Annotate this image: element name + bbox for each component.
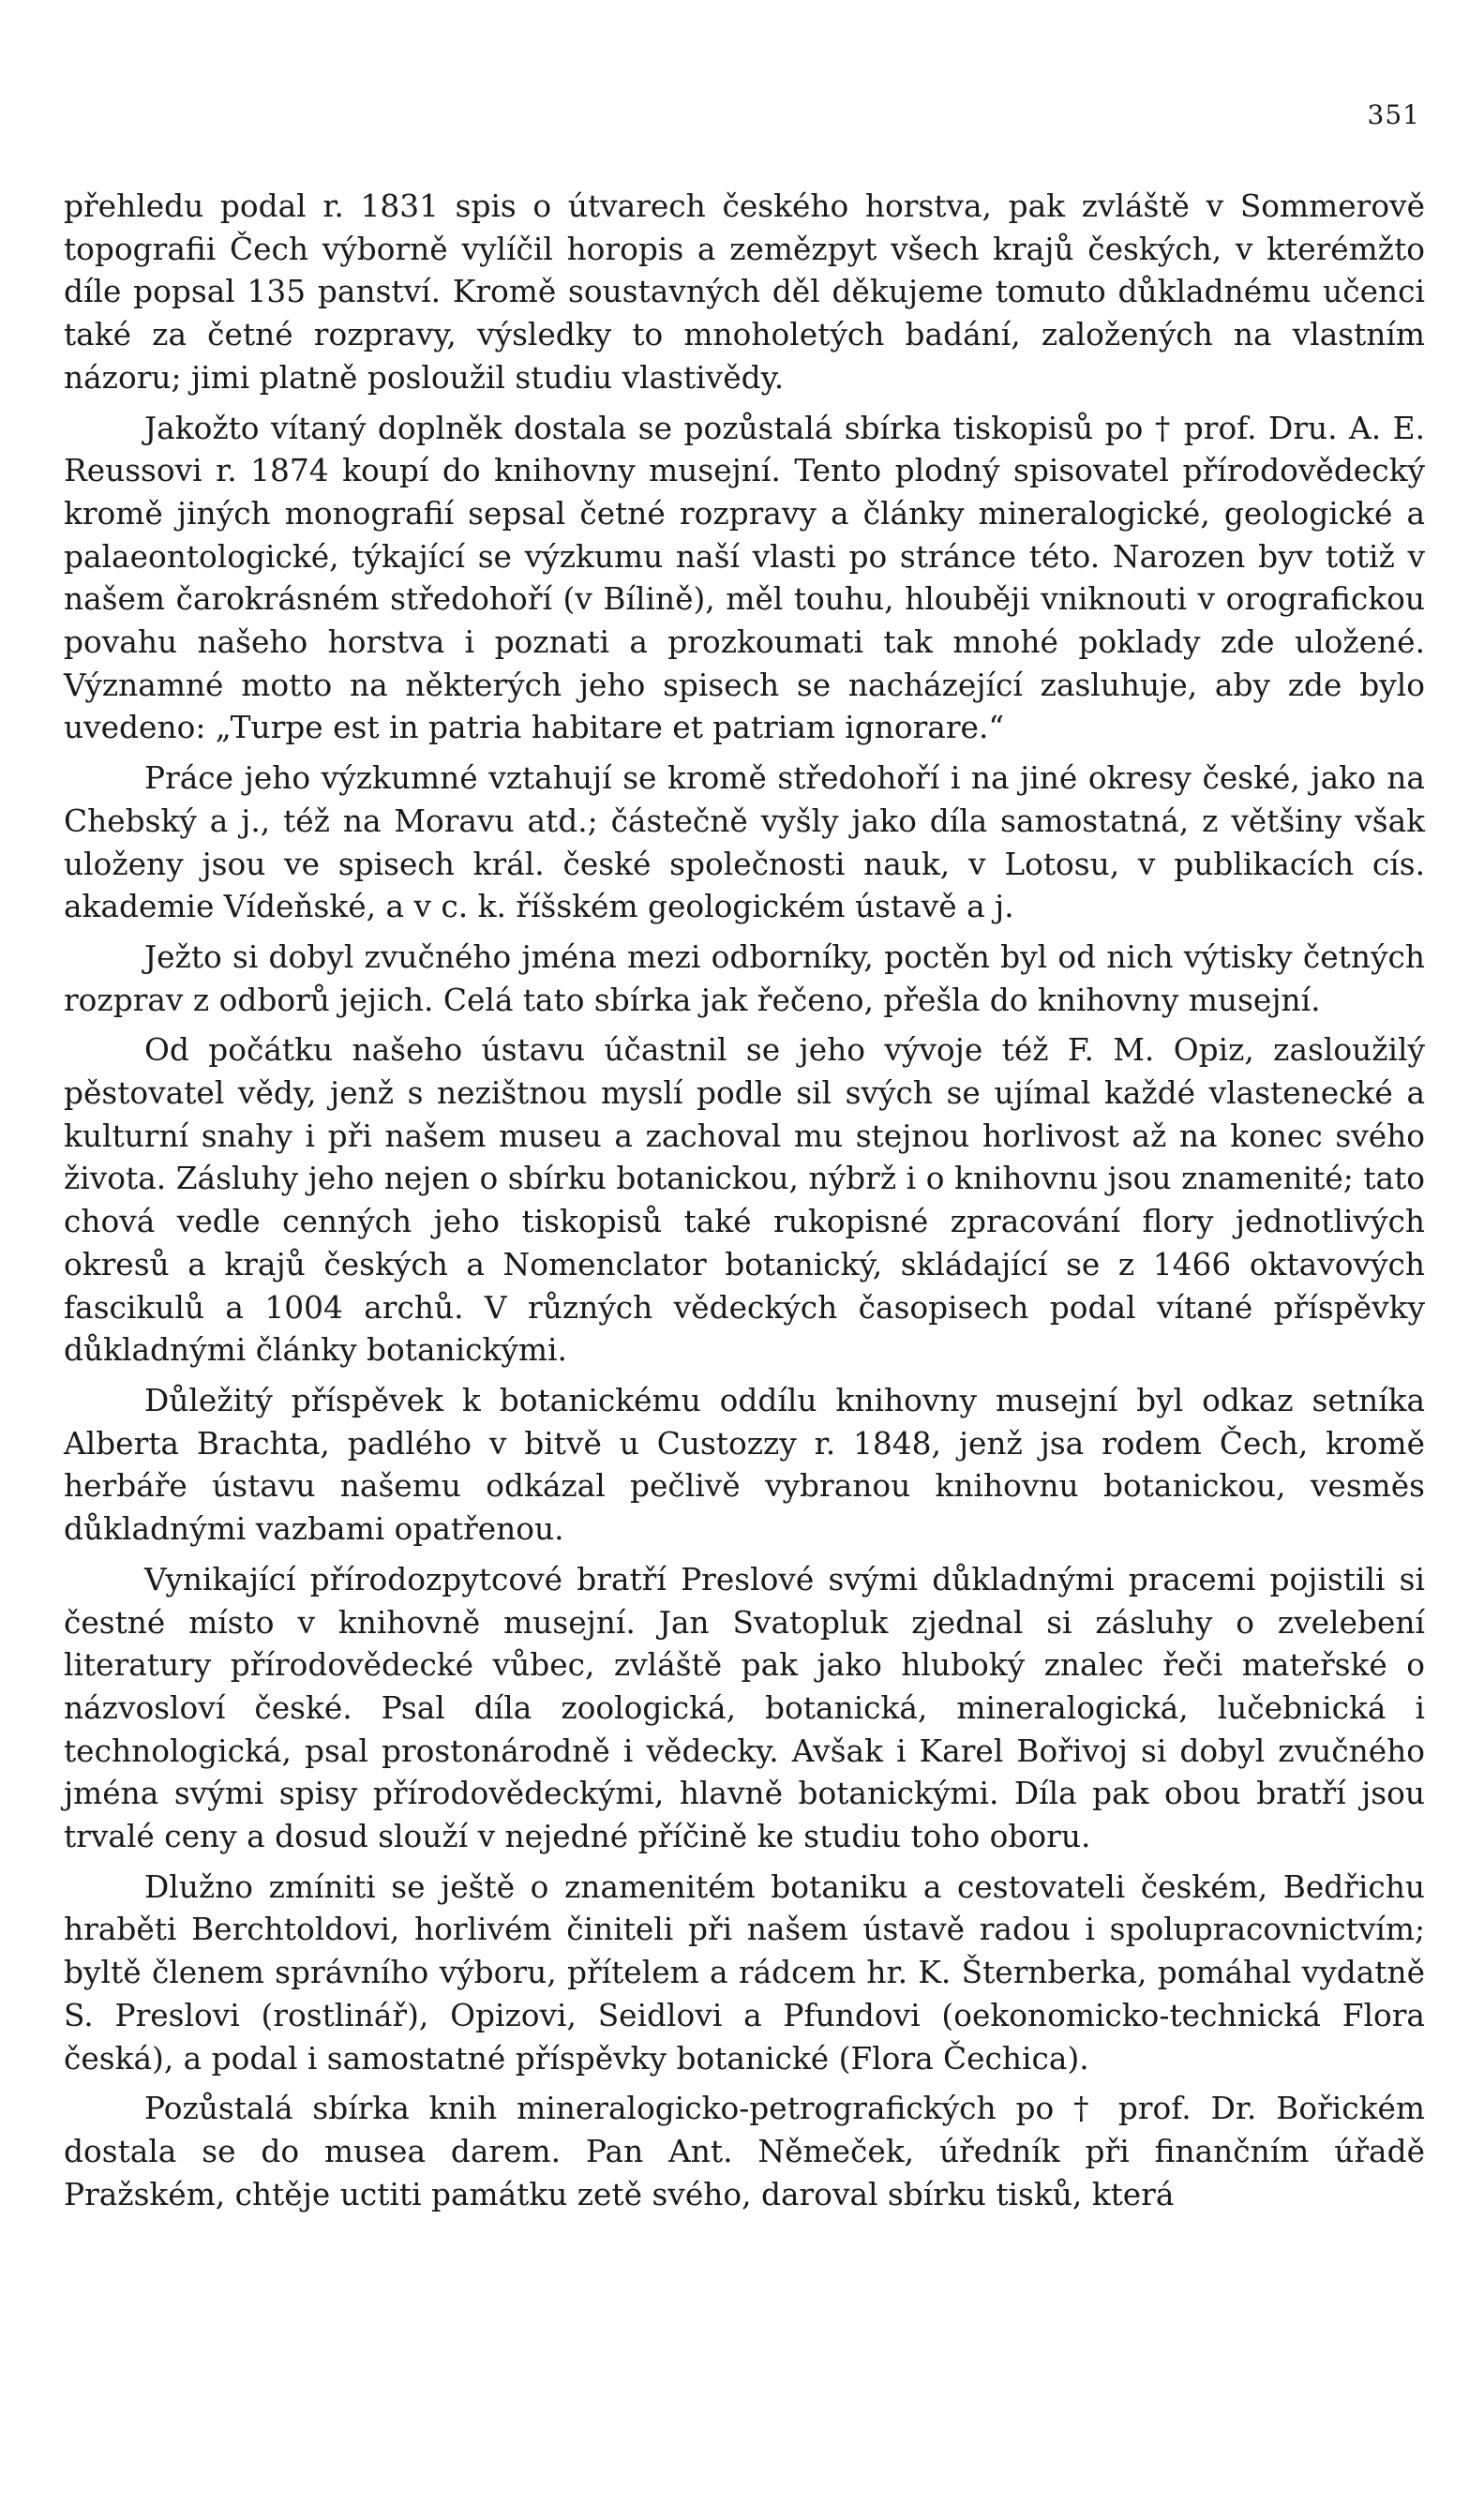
paragraph: Vynikající přírodozpytcové bratří Preslové svými důkladnými pracemi pojistili si čestné místo v knihovně musejní. Jan Svatopluk zjednal si zásluhy o zvelebení literatury přírodovědecké vůbec, zvláště pak jako hluboký znalec řeči mateřské o názvosloví české. Psal díla zoologická, botanická, mineralogická, lučebnická i technologická, psal prostonárodně i vědecky. Avšak i Karel Bořivoj si dobyl zvučného jména svými spisy přírodovědeckými, hlavně botanickými. Díla pak obou bratří jsou trvalé ceny a dosud slouží v nejedné příčině ke studiu toho oboru. xyxy=(64,1561,1425,1855)
paragraph: přehledu podal r. 1831 spis o útvarech českého horstva, pak zvláště v Sommerově topografii Čech výborně vylíčil horopis a zemězpyt všech krajů českých, v kterémžto díle popsal 135 panství. Kromě soustavných děl děkujeme tomuto důkladnému učenci také za četné rozpravy, výsledky to mnoholetých badání, založených na vlastním názoru; jimi platně posloužil studiu vlastivědy. xyxy=(64,188,1425,396)
paragraph: Od počátku našeho ústavu účastnil se jeho vývoje též F. M. Opiz, zasloužilý pěstovatel vědy, jenž s nezištnou myslí podle sil svých se ujímal každé vlastenecké a kulturní snahy i při našem museu a zachoval mu stejnou horlivost až na konec svého života. Zásluhy jeho nejen o sbírku botanickou, nýbrž i o knihovnu jsou znamenité; tato chová vedle cenných jeho tiskopisů také rukopisné zpracování flory jednotlivých okresů a krajů českých a Nomenclator botanický, skládající se z 1466 oktavových fascikulů a 1004 archů. V různých vědeckých časopisech podal vítané příspěvky důkladnými články botanickými. xyxy=(64,1032,1425,1369)
paragraph: Důležitý příspěvek k botanickému oddílu knihovny musejní byl odkaz setníka Alberta Brachta, padlého v bitvě u Custozzy r. 1848, jenž jsa rodem Čech, kromě herbáře ústavu našemu odkázal pečlivě vybranou knihovnu botanickou, vesměs důkladnými vazbami opatřenou. xyxy=(64,1382,1425,1548)
page-number: 351 xyxy=(1367,99,1420,130)
paragraph: Ježto si dobyl zvučného jména mezi odborníky, poctěn byl od nich výtisky četných rozprav z odborů jejich. Celá tato sbírka jak řečeno, přešla do knihovny musejní. xyxy=(64,938,1425,1018)
body-text xyxy=(64,186,1425,2224)
paragraph: Dlužno zmíniti se ještě o znamenitém botaniku a cestovateli českém, Bedřichu hraběti Berchtoldovi, horlivém činiteli při našem ústavě radou i spolupracovnictvím; byltě členem správního výboru, přítelem a rádcem hr. K. Šternberka, pomáhal vydatně S. Preslovi (rostlinář), Opizovi, Seidlovi a Pfundovi (oekonomicko-technická Flora česká), a podal i samostatné příspěvky botanické (Flora Čechica). xyxy=(64,1868,1425,2077)
paragraph: Pozůstalá sbírka knih mineralogicko-petrografických po † prof. Dr. Bořickém dostala se do musea darem. Pan Ant. Němeček, úředník při finančním úřadě Pražském, chtěje uctiti památku zetě svého, daroval sbírku tisků, která xyxy=(64,2091,1425,2212)
paragraph: Práce jeho výzkumné vztahují se kromě středohoří i na jiné okresy české, jako na Chebský a j., též na Moravu atd.; částečně vyšly jako díla samostatná, z většiny však uloženy jsou ve spisech král. české společnosti nauk, v Lotosu, v publikacích cís. akademie Vídeňské, a v c. k. říšském geologickém ústavě a j. xyxy=(64,760,1425,925)
paragraph: Jakožto vítaný doplněk dostala se pozůstalá sbírka tiskopisů po † prof. Dru. A. E. Reussovi r. 1874 koupí do knihovny musejní. Tento plodný spisovatel přírodovědecký kromě jiných monografií sepsal četné rozpravy a články mineralogické, geologické a palaeontologické, týkající se výzkumu naší vlasti po stránce této. Narozen byv totiž v našem čarokrásném středohoří (v Bílině), měl touhu, hlouběji vniknouti v orografickou povahu našeho horstva i poznati a prozkoumati tak mnohé poklady zde uložené. Významné motto na některých jeho spisech se nacházející zasluhuje, aby zde bylo uvedeno: „Turpe est in patria habitare et patriam ignorare.“ xyxy=(64,410,1425,746)
